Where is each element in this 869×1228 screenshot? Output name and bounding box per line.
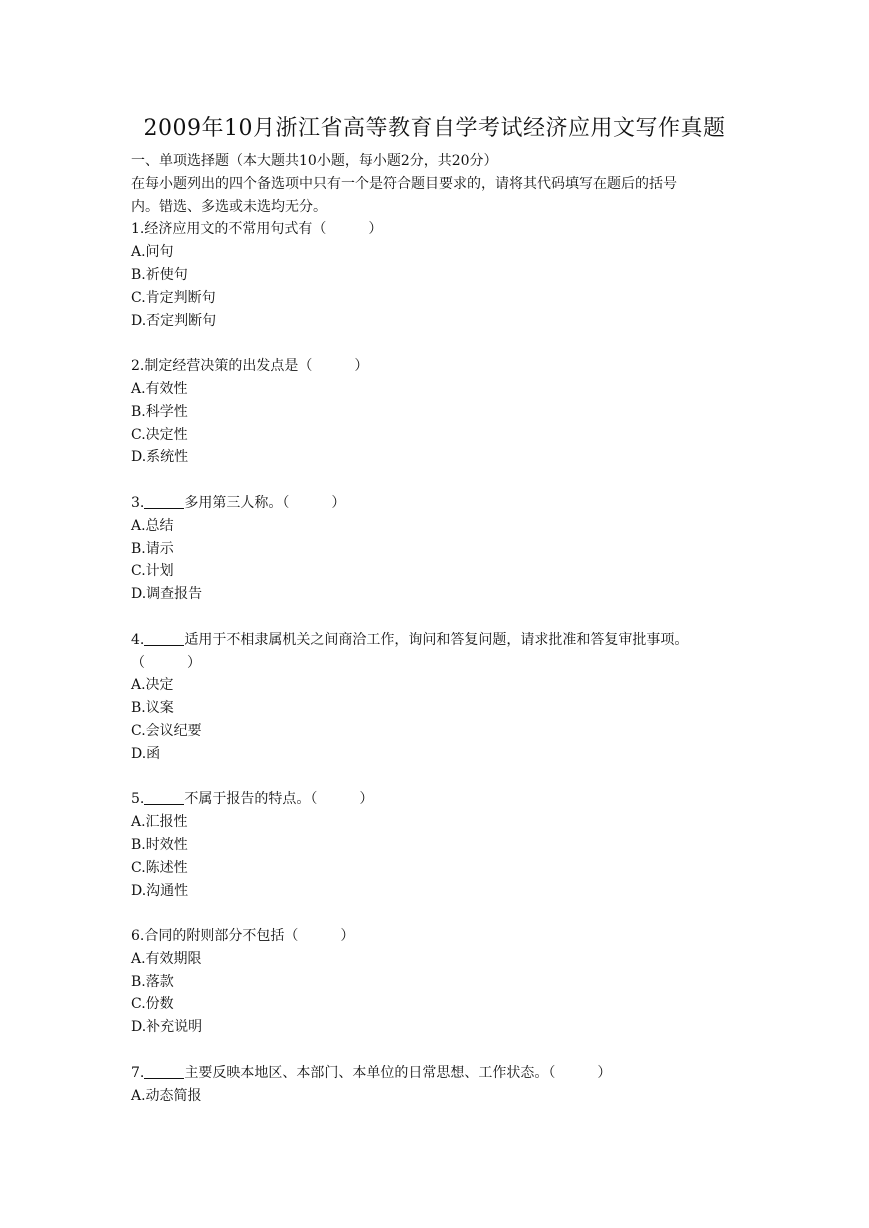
question-stem <box>131 492 751 515</box>
option: D.否定判断句 <box>131 312 217 329</box>
option: A.动态简报 <box>131 1087 202 1104</box>
close-paren: ） <box>368 221 383 238</box>
close-paren: ） <box>354 358 369 375</box>
question-1 <box>131 218 751 332</box>
option: D.调查报告 <box>131 586 203 603</box>
question-number: 5. <box>131 791 145 808</box>
question-stem <box>131 218 751 241</box>
option: B.议案 <box>131 700 174 717</box>
option: A.有效性 <box>131 380 188 397</box>
option: C.陈述性 <box>131 859 188 876</box>
question-2 <box>131 355 751 469</box>
option: C.肯定判断句 <box>131 289 216 306</box>
question-stem <box>131 355 751 378</box>
option: A.有效期限 <box>131 950 202 967</box>
page-title: 2009年10月浙江省高等教育自学考试经济应用文写作真题 <box>143 116 726 141</box>
question-stem <box>131 1062 751 1085</box>
fill-blank-underline[interactable] <box>144 631 184 646</box>
document-body <box>131 150 751 1107</box>
question-4 <box>131 629 751 766</box>
option: C.决定性 <box>131 426 188 443</box>
question-stem <box>131 629 751 652</box>
question-7 <box>131 1062 751 1108</box>
question-number: 7. <box>131 1064 145 1081</box>
fill-blank-underline[interactable] <box>144 494 184 509</box>
close-paren: ） <box>340 928 355 945</box>
option: B.科学性 <box>131 403 188 420</box>
question-number: 4. <box>131 631 145 648</box>
close-paren: ） <box>331 494 346 511</box>
instruction-line: 内。错选、多选或未选均无分。 <box>131 198 327 215</box>
question-stem <box>131 788 751 811</box>
question-stem <box>131 925 751 948</box>
option: D.沟通性 <box>131 882 189 899</box>
fill-blank-underline[interactable] <box>144 1064 184 1079</box>
option: C.份数 <box>131 996 174 1013</box>
question-text: 制定经营决策的出发点是（ <box>144 358 313 375</box>
option: B.落款 <box>131 973 174 990</box>
option: D.系统性 <box>131 449 189 466</box>
question-text: 主要反映本地区、本部门、本单位的日常思想、工作状态。（ <box>184 1064 556 1081</box>
close-paren: ） <box>597 1064 612 1081</box>
option: D.补充说明 <box>131 1019 203 1036</box>
option: C.计划 <box>131 563 174 580</box>
question-6 <box>131 925 751 1039</box>
open-paren: （ <box>131 654 145 671</box>
question-text: 多用第三人称。（ <box>184 494 290 511</box>
option: A.总结 <box>131 517 174 534</box>
question-text: 不属于报告的特点。（ <box>184 791 318 808</box>
question-text: 经济应用文的不常用句式有（ <box>144 221 327 238</box>
option: A.决定 <box>131 677 174 694</box>
section-heading: 一、单项选择题（本大题共10小题，每小题2分，共20分） <box>131 153 498 169</box>
question-text: 合同的附则部分不包括（ <box>144 928 299 945</box>
question-number: 1. <box>131 221 145 238</box>
option: B.祈使句 <box>131 266 188 283</box>
fill-blank-underline[interactable] <box>144 790 184 805</box>
question-3 <box>131 492 751 606</box>
option: C.会议纪要 <box>131 722 202 739</box>
question-number: 2. <box>131 358 145 375</box>
option: B.时效性 <box>131 836 188 853</box>
option: D.函 <box>131 745 161 762</box>
question-text: 适用于不相隶属机关之间商洽工作，询问和答复问题，请求批准和答复审批事项。 <box>184 631 689 648</box>
instruction-line: 在每小题列出的四个备选项中只有一个是符合题目要求的，请将其代码填写在题后的括号 <box>131 175 677 192</box>
option: B.请示 <box>131 540 174 557</box>
close-paren: ） <box>359 791 374 808</box>
question-stem-continuation <box>131 652 751 675</box>
question-number: 3. <box>131 494 145 511</box>
question-5 <box>131 788 751 902</box>
option: A.汇报性 <box>131 814 188 831</box>
close-paren: ） <box>187 654 201 671</box>
question-number: 6. <box>131 928 145 945</box>
option: A.问句 <box>131 244 174 261</box>
